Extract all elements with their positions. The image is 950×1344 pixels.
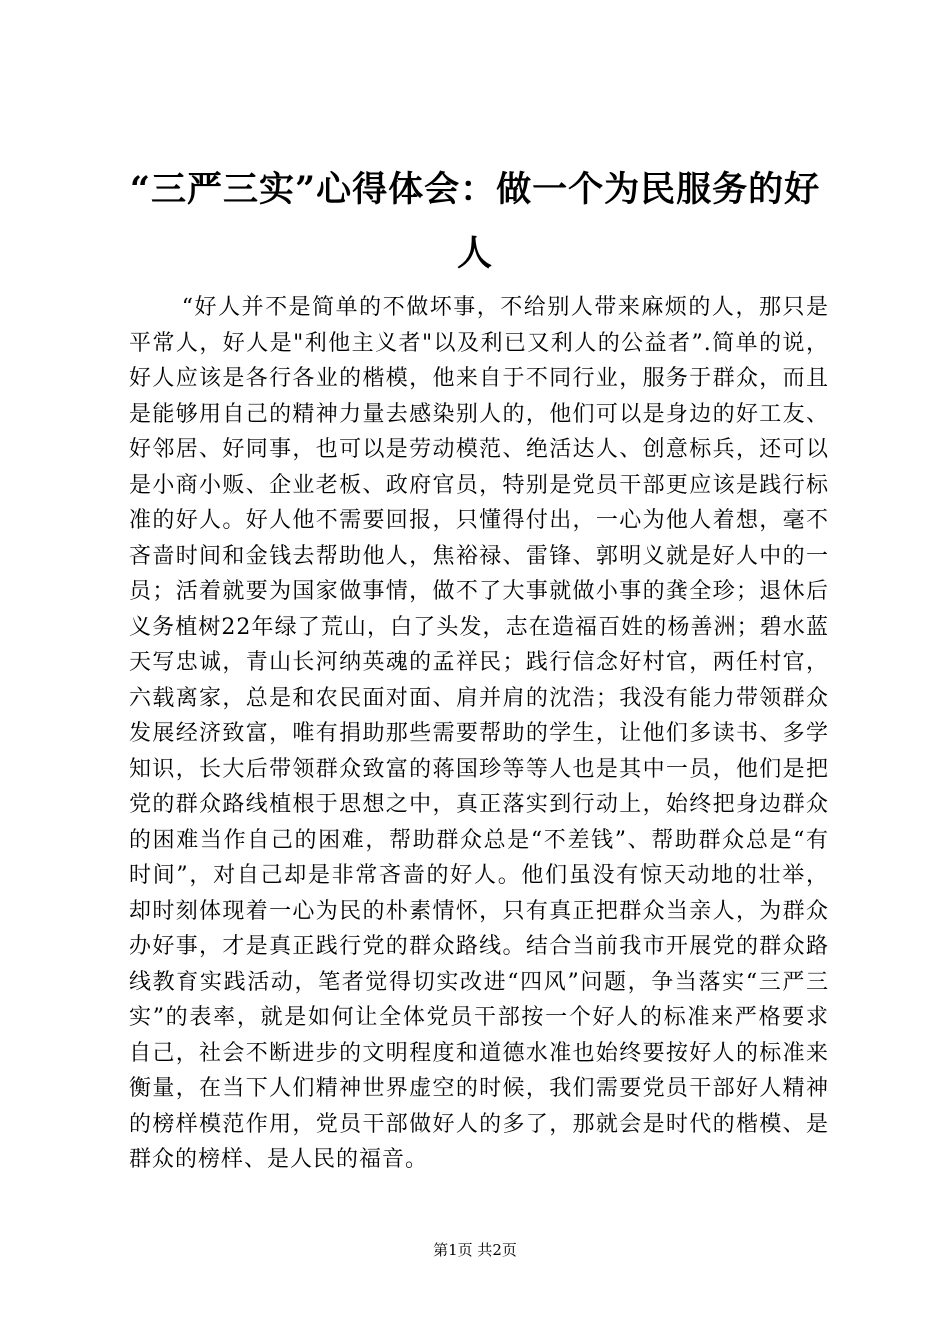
document-title: “三严三实”心得体会：做一个为民服务的好人	[129, 169, 821, 274]
body-paragraph: “好人并不是简单的不做坏事，不给别人带来麻烦的人，那只是平常人，好人是"利他主义者"以及利已又利人的公益者”.简单的说，好人应该是各行各业的楷模，他来自于不同行业，服务于群众，而且是能够用自己的精神力量去感染别人的，他们可以是身边的好工友、好邻居、好同事，也可以是劳动模范、绝活达人、创意标兵，还可以是小商小贩、企业老板、政府官员，特别是党员干部更应该是践行标准的好人。好人他不需要回报，只懂得付出，一心为他人着想，毫不吝啬时间和金钱去帮助他人，焦裕禄、雷锋、郭明义就是好人中的一员；活着就要为国家做事情，做不了大事就做小事的龚全珍；退休后义务植树22年绿了荒山，白了头发，志在造福百姓的杨善洲；碧水蓝天写忠诚，青山长河纳英魂的孟祥民；践行信念好村官，两任村官，六载离家，总是和农民面对面、肩并肩的沈浩；我没有能力带领群众发展经济致富，唯有捐助那些需要帮助的学生，让他们多读书、多学知识，长大后带领群众致富的蒋国珍等等人也是其中一员，他们是把党的群众路线植根于思想之中，真正落实到行动上，始终把身边群众的困难当作自己的困难，帮助群众总是“不差钱”、帮助群众总是“有时间”，对自己却是非常吝啬的好人。他们虽没有惊天动地的壮举，却时刻体现着一心为民的朴素情怀，只有真正把群众当亲人，为群众办好事，才是真正践行党的群众路线。结合当前我市开展党的群众路线教育实践活动，笔者觉得切实改进“四风”问题，争当落实“三严三实”的表率，就是如何让全体党员干部按一个好人的标准来严格要求自己，社会不断进步的文明程度和道德水准也始终要按好人的标准来衡量，在当下人们精神世界虚空的时候，我们需要党员干部好人精神的榜样模范作用，党员干部做好人的多了，那就会是时代的楷模、是群众的榜样、是人民的福音。	[129, 295, 829, 1172]
page-number-footer: 第1页 共2页	[433, 1241, 517, 1259]
